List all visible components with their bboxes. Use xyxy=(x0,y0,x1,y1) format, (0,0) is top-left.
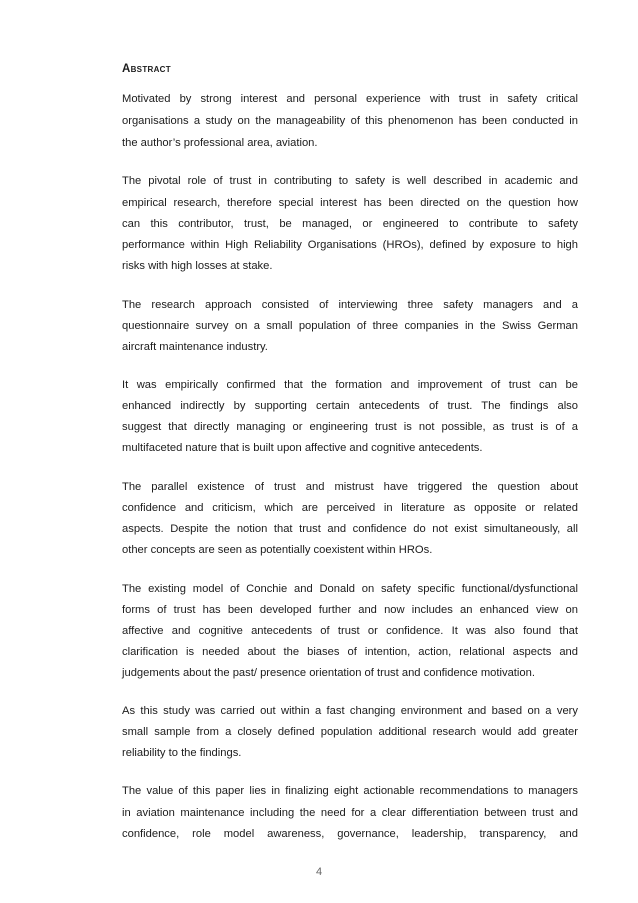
paragraph-7-line-3: reliability to the findings. xyxy=(122,747,242,759)
abstract-heading: Abstract xyxy=(122,63,171,75)
paragraph-8-line-1: The value of this paper lies in finalizing eight actionable recommendations to managers xyxy=(122,785,578,797)
page-number: 4 xyxy=(315,866,323,878)
paragraph-2-line-4: performance within High Reliability Organisations (HROs), defined by exposure to high xyxy=(122,239,578,251)
paragraph-6-line-2: forms of trust has been developed further and now includes an enhanced view on xyxy=(122,604,578,616)
paragraph-1-line-1: Motivated by strong interest and personal experience with trust in safety critical xyxy=(122,93,578,105)
paragraph-1-line-3: the author’s professional area, aviation. xyxy=(122,137,318,149)
paragraph-6-line-1: The existing model of Conchie and Donald on safety specific functional/dysfunctional xyxy=(122,583,578,595)
paragraph-5-line-2: confidence and criticism, which are perceived in literature as opposite or related xyxy=(122,502,578,514)
paragraph-7-line-2: small sample from a closely defined population additional research would add greater xyxy=(122,726,578,738)
paragraph-3-line-3: aircraft maintenance industry. xyxy=(122,341,268,353)
paragraph-4-line-1: It was empirically confirmed that the formation and improvement of trust can be xyxy=(122,379,578,391)
paragraph-4-line-3: suggest that directly managing or engineering trust is not possible, as trust is of a xyxy=(122,421,578,433)
paragraph-2-line-3: can this contributor, trust, be managed, or engineered to contribute to safety xyxy=(122,218,578,230)
paragraph-1-line-2: organisations a study on the manageability of this phenomenon has been conducted in xyxy=(122,115,578,127)
paragraph-2-line-2: empirical research, therefore special interest has been directed on the question how xyxy=(122,197,578,209)
paragraph-2-line-1: The pivotal role of trust in contributing to safety is well described in academic and xyxy=(122,175,578,187)
paragraph-5-line-4: other concepts are seen as potentially coexistent within HROs. xyxy=(122,544,433,556)
paragraph-5-line-3: aspects. Despite the notion that trust and confidence do not exist simultaneously, all xyxy=(122,523,578,535)
paragraph-7-line-1: As this study was carried out within a fast changing environment and based on a very xyxy=(122,705,578,717)
paragraph-8-line-3: confidence, role model awareness, governance, leadership, transparency, and xyxy=(122,828,578,840)
paragraph-6-line-5: judgements about the past/ presence orientation of trust and confidence motivation. xyxy=(122,667,535,679)
paragraph-4-line-2: enhanced indirectly by supporting certain antecedents of trust. The findings also xyxy=(122,400,578,412)
paragraph-6-line-4: clarification is needed about the biases of intention, action, relational aspects and xyxy=(122,646,578,658)
paragraph-6-line-3: affective and cognitive antecedents of trust or confidence. It was also found that xyxy=(122,625,578,637)
paragraph-2-line-5: risks with high losses at stake. xyxy=(122,260,273,272)
paragraph-3-line-2: questionnaire survey on a small population of three companies in the Swiss German xyxy=(122,320,578,332)
paragraph-4-line-4: multifaceted nature that is built upon affective and cognitive antecedents. xyxy=(122,442,483,454)
paragraph-8-line-2: in aviation maintenance including the need for a clear differentiation between trust and xyxy=(122,807,578,819)
paragraph-3-line-1: The research approach consisted of interviewing three safety managers and a xyxy=(122,299,578,311)
paragraph-5-line-1: The parallel existence of trust and mistrust have triggered the question about xyxy=(122,481,578,493)
